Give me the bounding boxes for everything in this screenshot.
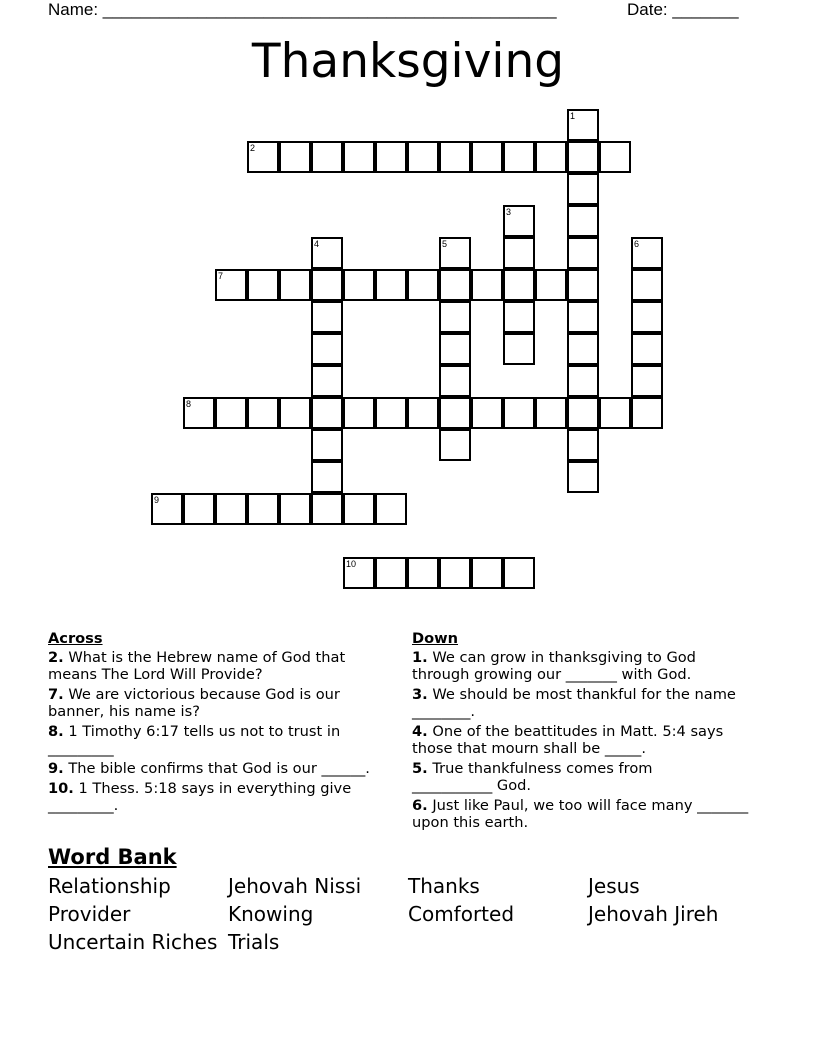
grid-cell[interactable]: [343, 557, 375, 589]
grid-cell[interactable]: [471, 397, 503, 429]
date-field: Date: _______: [627, 0, 739, 19]
grid-cell[interactable]: [439, 365, 471, 397]
grid-cell[interactable]: [503, 557, 535, 589]
word-bank-heading: Word Bank: [48, 845, 177, 869]
grid-cell[interactable]: [599, 141, 631, 173]
grid-cell[interactable]: [343, 397, 375, 429]
name-field: Name: ________________________________________________: [48, 0, 557, 19]
clue-number: 5.: [412, 760, 428, 777]
grid-cell[interactable]: [311, 397, 343, 429]
grid-cell[interactable]: [503, 237, 535, 269]
grid-cell[interactable]: [439, 269, 471, 301]
grid-cell[interactable]: [631, 301, 663, 333]
grid-cell[interactable]: [439, 141, 471, 173]
grid-cell[interactable]: [567, 461, 599, 493]
down-clues: [412, 630, 752, 834]
clue-down-3: [412, 686, 752, 720]
grid-cell[interactable]: [439, 557, 471, 589]
clue-across-7: [48, 686, 388, 720]
grid-cell[interactable]: [311, 461, 343, 493]
grid-cell[interactable]: [503, 205, 535, 237]
grid-cell[interactable]: [215, 397, 247, 429]
grid-cell[interactable]: [439, 237, 471, 269]
grid-cell[interactable]: [567, 301, 599, 333]
clue-across-10: [48, 780, 368, 814]
word-bank-item: Provider: [48, 902, 131, 926]
word-bank-item: Comforted: [408, 902, 515, 926]
grid-cell[interactable]: [567, 365, 599, 397]
grid-cell[interactable]: [343, 493, 375, 525]
cell-number: 1: [570, 111, 576, 121]
grid-cell[interactable]: [247, 141, 279, 173]
grid-cell[interactable]: [631, 333, 663, 365]
grid-cell[interactable]: [343, 269, 375, 301]
word-bank-item: Relationship: [48, 874, 171, 898]
clue-number: 6.: [412, 797, 428, 814]
grid-cell[interactable]: [503, 333, 535, 365]
clue-number: 8.: [48, 723, 64, 740]
grid-cell[interactable]: [311, 493, 343, 525]
grid-cell[interactable]: [311, 333, 343, 365]
clue-number: 4.: [412, 723, 428, 740]
grid-cell[interactable]: [311, 301, 343, 333]
grid-cell[interactable]: [407, 397, 439, 429]
grid-cell[interactable]: [439, 301, 471, 333]
cell-number: 5: [442, 239, 448, 249]
grid-cell[interactable]: [247, 397, 279, 429]
clue-text: True thankfulness comes from ___________ God.: [412, 760, 653, 794]
cell-number: 8: [186, 399, 192, 409]
grid-cell[interactable]: [279, 397, 311, 429]
grid-cell[interactable]: [535, 141, 567, 173]
grid-cell[interactable]: [215, 493, 247, 525]
clue-text: We should be most thankful for the name ________.: [412, 686, 736, 720]
clue-number: 9.: [48, 760, 64, 777]
clue-text: The bible confirms that God is our ______.: [68, 760, 370, 777]
grid-cell[interactable]: [311, 365, 343, 397]
grid-cell[interactable]: [631, 237, 663, 269]
across-clues: [48, 630, 388, 817]
grid-cell[interactable]: [631, 269, 663, 301]
word-bank-item: Jehovah Nissi: [228, 874, 362, 898]
grid-cell[interactable]: [439, 397, 471, 429]
grid-cell[interactable]: [311, 141, 343, 173]
grid-cell[interactable]: [471, 269, 503, 301]
grid-cell[interactable]: [503, 141, 535, 173]
grid-cell[interactable]: [567, 205, 599, 237]
grid-cell[interactable]: [311, 269, 343, 301]
grid-cell[interactable]: [439, 429, 471, 461]
grid-cell[interactable]: [183, 493, 215, 525]
cell-number: 9: [154, 495, 160, 505]
grid-cell[interactable]: [567, 141, 599, 173]
clue-text: We are victorious because God is our banner, his name is?: [48, 686, 340, 720]
clue-number: 3.: [412, 686, 428, 703]
grid-cell[interactable]: [567, 397, 599, 429]
grid-cell[interactable]: [375, 141, 407, 173]
grid-cell[interactable]: [503, 269, 535, 301]
grid-cell[interactable]: [279, 269, 311, 301]
grid-cell[interactable]: [375, 557, 407, 589]
clue-across-2: [48, 649, 388, 683]
grid-cell[interactable]: [567, 269, 599, 301]
grid-cell[interactable]: [567, 109, 599, 141]
grid-cell[interactable]: [375, 397, 407, 429]
clue-number: 7.: [48, 686, 64, 703]
grid-cell[interactable]: [215, 269, 247, 301]
grid-cell[interactable]: [311, 237, 343, 269]
cell-number: 3: [506, 207, 512, 217]
across-heading: Across: [48, 630, 103, 647]
grid-cell[interactable]: [279, 141, 311, 173]
clue-text: What is the Hebrew name of God that means The Lord Will Provide?: [48, 649, 346, 683]
grid-cell[interactable]: [407, 269, 439, 301]
clue-text: 1 Timothy 6:17 tells us not to trust in _________: [48, 723, 341, 757]
clue-number: 1.: [412, 649, 428, 666]
grid-cell[interactable]: [535, 269, 567, 301]
cell-number: 2: [250, 143, 256, 153]
word-bank-item: Trials: [228, 930, 280, 954]
grid-cell[interactable]: [151, 493, 183, 525]
grid-cell[interactable]: [439, 333, 471, 365]
grid-cell[interactable]: [567, 173, 599, 205]
clue-across-9: [48, 760, 388, 777]
clue-down-6: [412, 797, 752, 831]
grid-cell[interactable]: [567, 333, 599, 365]
grid-cell[interactable]: [183, 397, 215, 429]
clue-text: 1 Thess. 5:18 says in everything give _________.: [48, 780, 352, 814]
grid-cell[interactable]: [407, 557, 439, 589]
clue-text: We can grow in thanksgiving to God through growing our _______ with God.: [412, 649, 696, 683]
grid-cell[interactable]: [247, 269, 279, 301]
clue-number: 2.: [48, 649, 64, 666]
clue-down-4: [412, 723, 752, 757]
grid-cell[interactable]: [375, 493, 407, 525]
word-bank-item: Uncertain Riches: [48, 930, 218, 954]
grid-cell[interactable]: [471, 557, 503, 589]
grid-cell[interactable]: [567, 429, 599, 461]
grid-cell[interactable]: [407, 141, 439, 173]
cell-number: 10: [346, 559, 357, 569]
grid-cell[interactable]: [599, 397, 631, 429]
grid-cell[interactable]: [631, 365, 663, 397]
grid-cell[interactable]: [247, 493, 279, 525]
grid-cell[interactable]: [375, 269, 407, 301]
down-heading: Down: [412, 630, 459, 647]
word-bank-item: Jehovah Jireh: [588, 902, 719, 926]
word-bank-item: Jesus: [588, 874, 640, 898]
grid-cell[interactable]: [503, 397, 535, 429]
clue-down-1: [412, 649, 752, 683]
grid-cell[interactable]: [567, 237, 599, 269]
clue-text: Just like Paul, we too will face many _______ upon this earth.: [412, 797, 749, 831]
page-title: Thanksgiving: [251, 34, 565, 89]
word-bank-item: Knowing: [228, 902, 314, 926]
grid-cell[interactable]: [279, 493, 311, 525]
grid-cell[interactable]: [503, 301, 535, 333]
grid-cell[interactable]: [343, 141, 375, 173]
grid-cell[interactable]: [471, 141, 503, 173]
word-bank-item: Thanks: [408, 874, 480, 898]
grid-cell[interactable]: [311, 429, 343, 461]
cell-number: 4: [314, 239, 320, 249]
clue-across-8: [48, 723, 358, 757]
grid-cell[interactable]: [535, 397, 567, 429]
clue-number: 10.: [48, 780, 74, 797]
clue-text: One of the beattitudes in Matt. 5:4 says those that mourn shall be _____.: [412, 723, 724, 757]
clue-down-5: [412, 760, 692, 794]
cell-number: 6: [634, 239, 640, 249]
grid-cell[interactable]: [631, 397, 663, 429]
cell-number: 7: [218, 271, 224, 281]
